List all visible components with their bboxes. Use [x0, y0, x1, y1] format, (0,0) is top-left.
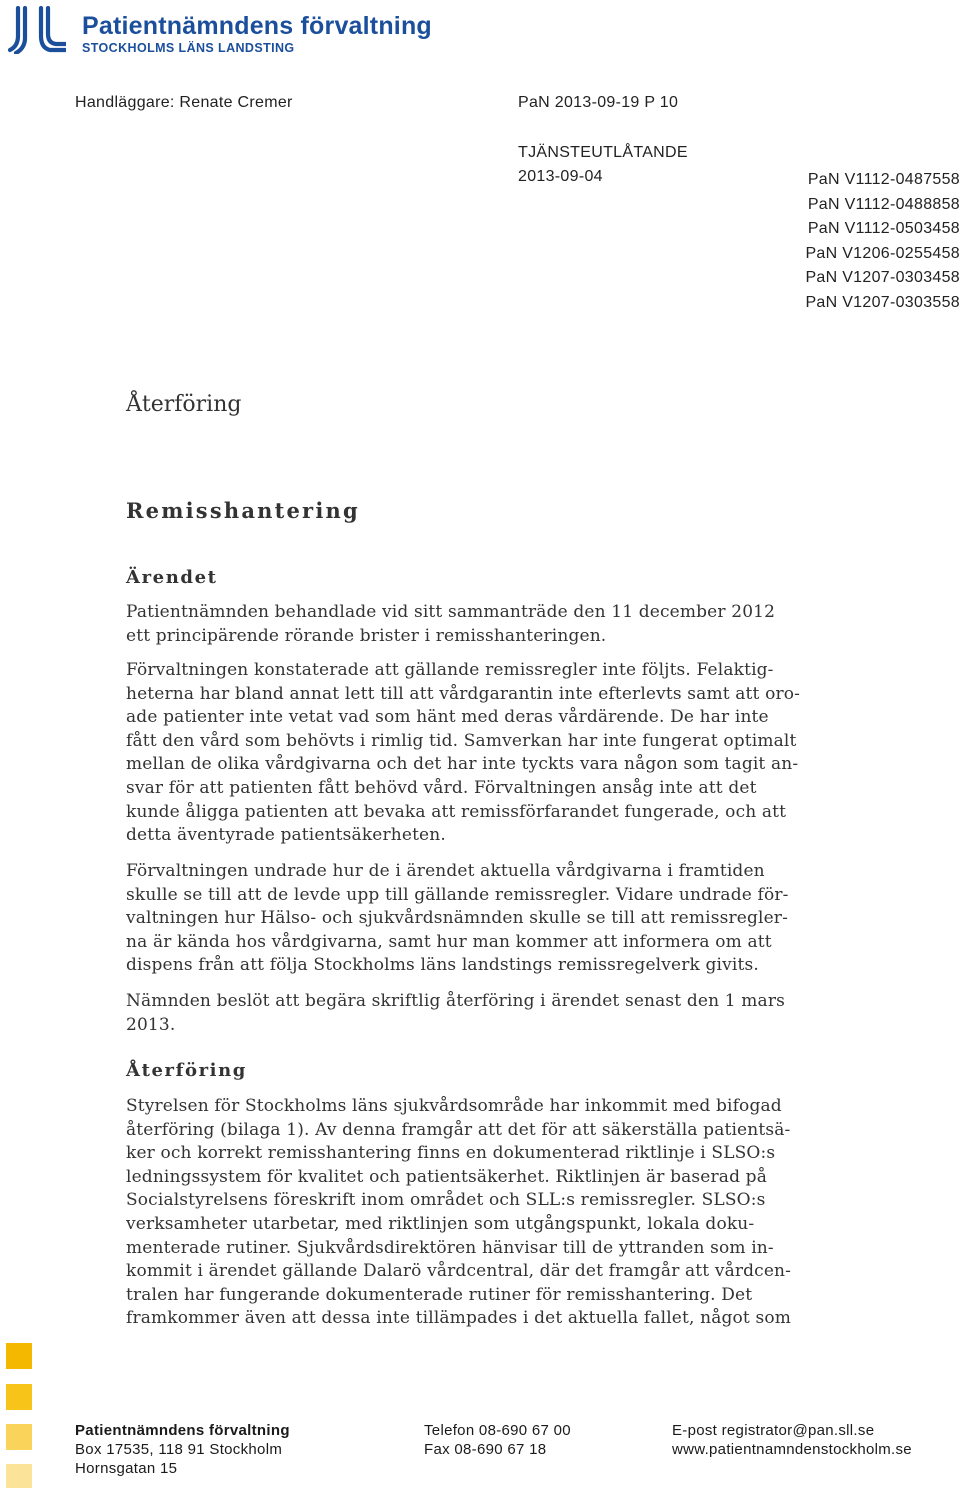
decorative-block	[6, 1343, 32, 1369]
text-line: ade patienter inte vetat vad som hänt med deras vårdärende. De har inte	[126, 707, 769, 728]
text-line: 2013.	[126, 1014, 176, 1035]
case-number: PaN V1206-0255458	[805, 244, 960, 262]
document-date: 2013-09-04	[518, 168, 603, 185]
section-heading: Remisshantering	[126, 498, 360, 523]
case-number: PaN V1112-0488858	[807, 195, 960, 213]
text-line: ker och korrekt remisshantering finns en dokumenterad riktlinje i SLSO:s	[126, 1143, 776, 1164]
footer-website-link[interactable]: www.patientnamndenstockholm.se	[672, 1441, 912, 1458]
text-line: ett principärende rörande brister i remisshanteringen.	[126, 625, 607, 646]
text-line: heterna har bland annat lett till att vårdgarantin inte efterlevts samt att oro-	[126, 683, 801, 704]
footer-postal-address: Box 17535, 118 91 Stockholm	[75, 1441, 283, 1458]
logo-title: Patientnämndens förvaltning	[82, 12, 432, 40]
case-number-list	[760, 168, 960, 315]
text-line: återföring (bilaga 1). Av denna framgår att det för att säkerställa patientsä-	[126, 1119, 791, 1140]
text-line: Nämnden beslöt att begära skriftlig återföring i ärendet senast den 1 mars	[126, 991, 785, 1011]
footer-email-link[interactable]: E-post registrator@pan.sll.se	[672, 1422, 875, 1439]
text-line: Styrelsen för Stockholms läns sjukvårdsområde har inkommit med bifogad	[126, 1096, 782, 1116]
text-line: Förvaltningen konstaterade att gällande remissregler inte följts. Felaktig-	[126, 660, 774, 680]
footer-organization: Patientnämndens förvaltning	[75, 1422, 290, 1439]
text-line: mellan de olika vårdgivarna och det har inte tyckts vara någon som tagit an-	[126, 754, 799, 775]
text-line: na är kända hos vårdgivarna, samt hur man kommer att informera om att	[126, 931, 772, 952]
subheading-aterforing: Återföring	[126, 1060, 247, 1081]
text-line: Socialstyrelsens föreskrift inom området och SLL:s remissregler. SLSO:s	[126, 1190, 766, 1211]
organization-logo	[8, 6, 478, 56]
meeting-reference: PaN 2013-09-19 P 10	[518, 94, 679, 111]
case-number: PaN V1112-0487558	[807, 171, 960, 188]
text-line: menterade rutiner. Sjukvårdsdirektören hänvisar till de yttranden som in-	[126, 1237, 774, 1258]
text-line: tralen har fungerande dokumenterade rutiner för remisshantering. Det	[126, 1284, 753, 1305]
footer-fax: Fax 08-690 67 18	[424, 1441, 547, 1458]
decorative-block	[6, 1384, 32, 1410]
paragraph	[126, 659, 836, 848]
text-line: kunde åligga patienten att bevaka att remissförfarandet fungerade, och att	[126, 801, 787, 822]
decorative-block	[6, 1464, 32, 1488]
text-line: valtningen hur Hälso- och sjukvårdsnämnden skulle se till att remissregler-	[126, 908, 788, 929]
text-line: svar för att patienten fått behövd vård. Förvaltningen ansåg inte att det	[126, 777, 757, 798]
text-line: fått den vård som behövts i rimlig tid. Samverkan har inte fungerat optimalt	[126, 730, 797, 751]
footer-phone: Telefon 08-690 67 00	[424, 1422, 571, 1439]
text-line: kommit i ärendet gällande Dalarö vårdcentral, där det framgår att vårdcen-	[126, 1261, 792, 1282]
footer-street-address: Hornsgatan 15	[75, 1460, 178, 1477]
paragraph	[126, 601, 836, 648]
sll-logo-icon	[8, 6, 66, 54]
logo-subtitle: STOCKHOLMS LÄNS LANDSTING	[82, 41, 295, 55]
case-number: PaN V1207-0303458	[805, 269, 960, 286]
text-line: Patientnämnden behandlade vid sitt sammanträde den 11 december 2012	[126, 602, 776, 622]
footer-online	[672, 1421, 912, 1459]
text-line: Förvaltningen undrade hur de i ärendet aktuella vårdgivarna i framtiden	[126, 861, 765, 881]
decorative-block	[6, 1424, 32, 1450]
document-type: TJÄNSTEUTLÅTANDE	[518, 144, 688, 161]
subheading-arendet: Ärendet	[126, 567, 218, 588]
text-line: detta äventyrade patientsäkerheten.	[126, 825, 446, 846]
page-title: Återföring	[126, 392, 242, 417]
text-line: skulle se till att de levde upp till gällande remissregler. Vidare undrade för-	[126, 884, 789, 905]
text-line: verksamheter utarbetar, med riktlinjen som utgångspunkt, lokala doku-	[126, 1213, 755, 1234]
paragraph	[126, 860, 836, 978]
text-line: framkommer även att dessa inte tillämpades i det aktuella fallet, något som	[126, 1308, 791, 1329]
footer-address	[75, 1421, 290, 1478]
case-number: PaN V1207-0303558	[805, 293, 960, 311]
paragraph	[126, 990, 836, 1037]
footer-contact	[424, 1421, 571, 1459]
text-line: dispens från att följa Stockholms läns landstings remissregelverk givits.	[126, 955, 759, 976]
paragraph	[126, 1095, 836, 1331]
text-line: ledningssystem för kvalitet och patientsäkerhet. Riktlinjen är baserad på	[126, 1166, 767, 1187]
handler-name: Handläggare: Renate Cremer	[75, 94, 293, 111]
case-number: PaN V1112-0503458	[807, 220, 960, 237]
